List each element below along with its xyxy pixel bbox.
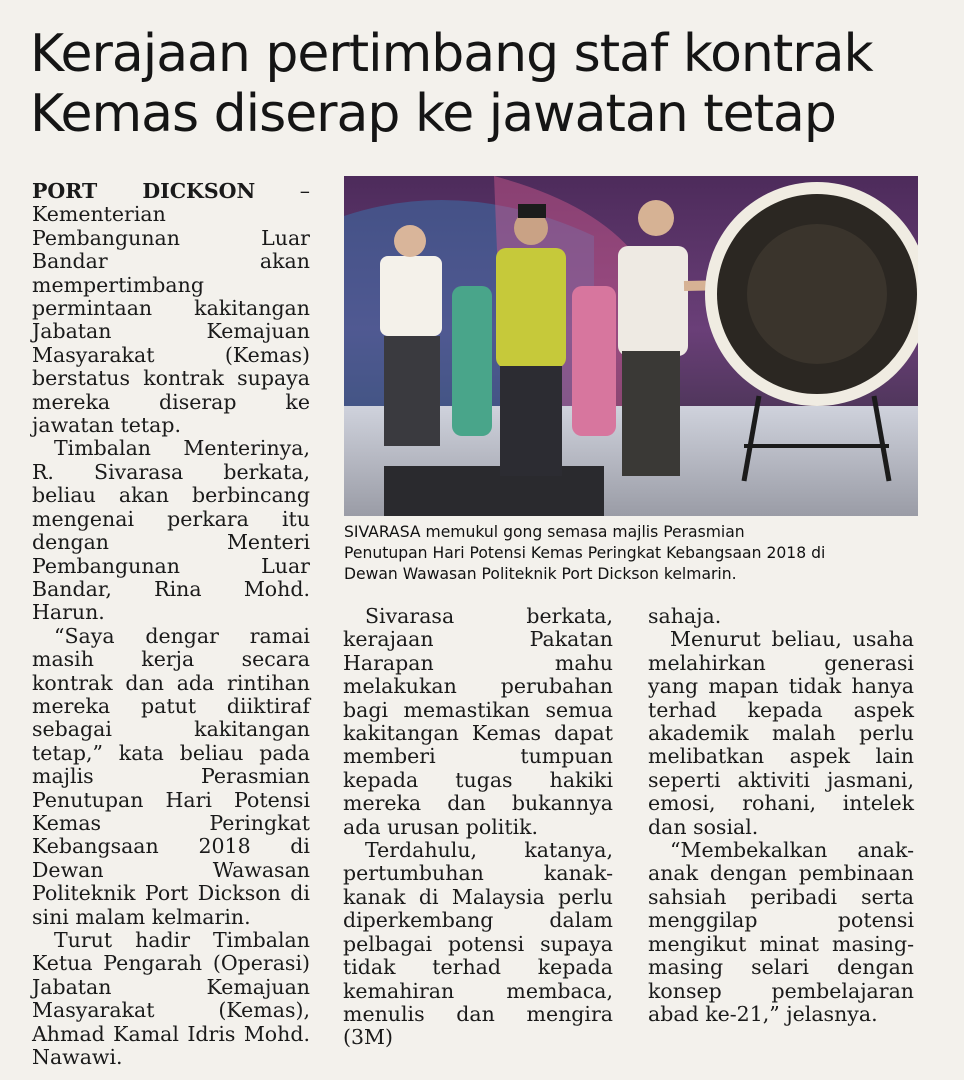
paragraph: Sivarasa berkata, kerajaan Pakatan Harapan mahu melakukan perubahan bagi memastikan semua kakitangan Kemas dapat memberi tumpuan kepada tugas hakiki mereka dan bukannya ada urusan politik. <box>343 604 613 839</box>
paragraph: Turut hadir Timbalan Ketua Pengarah (Operasi) Jabatan Kemajuan Masyarakat (Kemas), Ahmad Kamal Idris Mohd. Nawawi. <box>32 928 310 1070</box>
lead-paragraph <box>32 180 310 437</box>
headline-line-2: Kemas diserap ke jawatan tetap <box>30 84 836 144</box>
caption-line-1: SIVARASA memukul gong semasa majlis Perasmian <box>344 523 745 541</box>
paragraph: “Saya dengar ramai masih kerja secara kontrak dan ada rintihan mereka patut diiktiraf sebagai kakitangan tetap,” kata beliau pada majlis Perasmian Penutupan Hari Potensi Kemas Peringkat Kebangsaan 2018 di Dewan Wawasan Politeknik Port Dickson di sini malam kelmarin. <box>32 623 310 929</box>
caption-line-3: Dewan Wawasan Politeknik Port Dickson kelmarin. <box>344 565 737 583</box>
caption-line-2: Penutupan Hari Potensi Kemas Peringkat Kebangsaan 2018 di <box>344 544 826 562</box>
paragraph: Menurut beliau, usaha melahirkan generasi yang mapan tidak hanya terhad kepada aspek akademik malah perlu melibatkan aspek lain seperti aktiviti jasmani, emosi, rohani, intelek dan sosial. <box>648 627 914 839</box>
paragraph-continued: sahaja. <box>648 604 722 628</box>
paragraph: Terdahulu, katanya, pertumbuhan kanak-kanak di Malaysia perlu diperkembang dalam pelbagai potensi supaya tidak terhad kepada kemahiran membaca, menulis dan mengira (3M) <box>343 838 613 1050</box>
headline <box>30 24 940 144</box>
headline-line-1: Kerajaan pertimbang staf kontrak <box>30 24 873 84</box>
photo-illustration <box>344 176 918 516</box>
lead-text: – Kementerian Pembangunan Luar Bandar akan mempertimbang permintaan kakitangan Jabatan Kemajuan Masyarakat (Kemas) berstatus kontrak supaya mereka diserap ke jawatan tetap. <box>32 179 310 438</box>
article-column-1 <box>32 180 310 1069</box>
gong-ceremony-photo <box>344 176 918 516</box>
paragraph: “Membekalkan anak-anak dengan pembinaan sahsiah peribadi serta menggilap potensi mengikut minat masing-masing selari dengan konsep pembelajaran abad ke-21,” jelasnya. <box>648 838 914 1026</box>
dateline: PORT DICKSON <box>32 179 256 203</box>
article-column-2 <box>343 605 613 1050</box>
article-column-3 <box>648 605 914 1026</box>
photo-caption <box>344 522 924 585</box>
paragraph: Timbalan Menterinya, R. Sivarasa berkata, beliau akan berbincang mengenai perkara itu dengan Menteri Pembangunan Luar Bandar, Rina Mohd. Harun. <box>32 436 310 625</box>
